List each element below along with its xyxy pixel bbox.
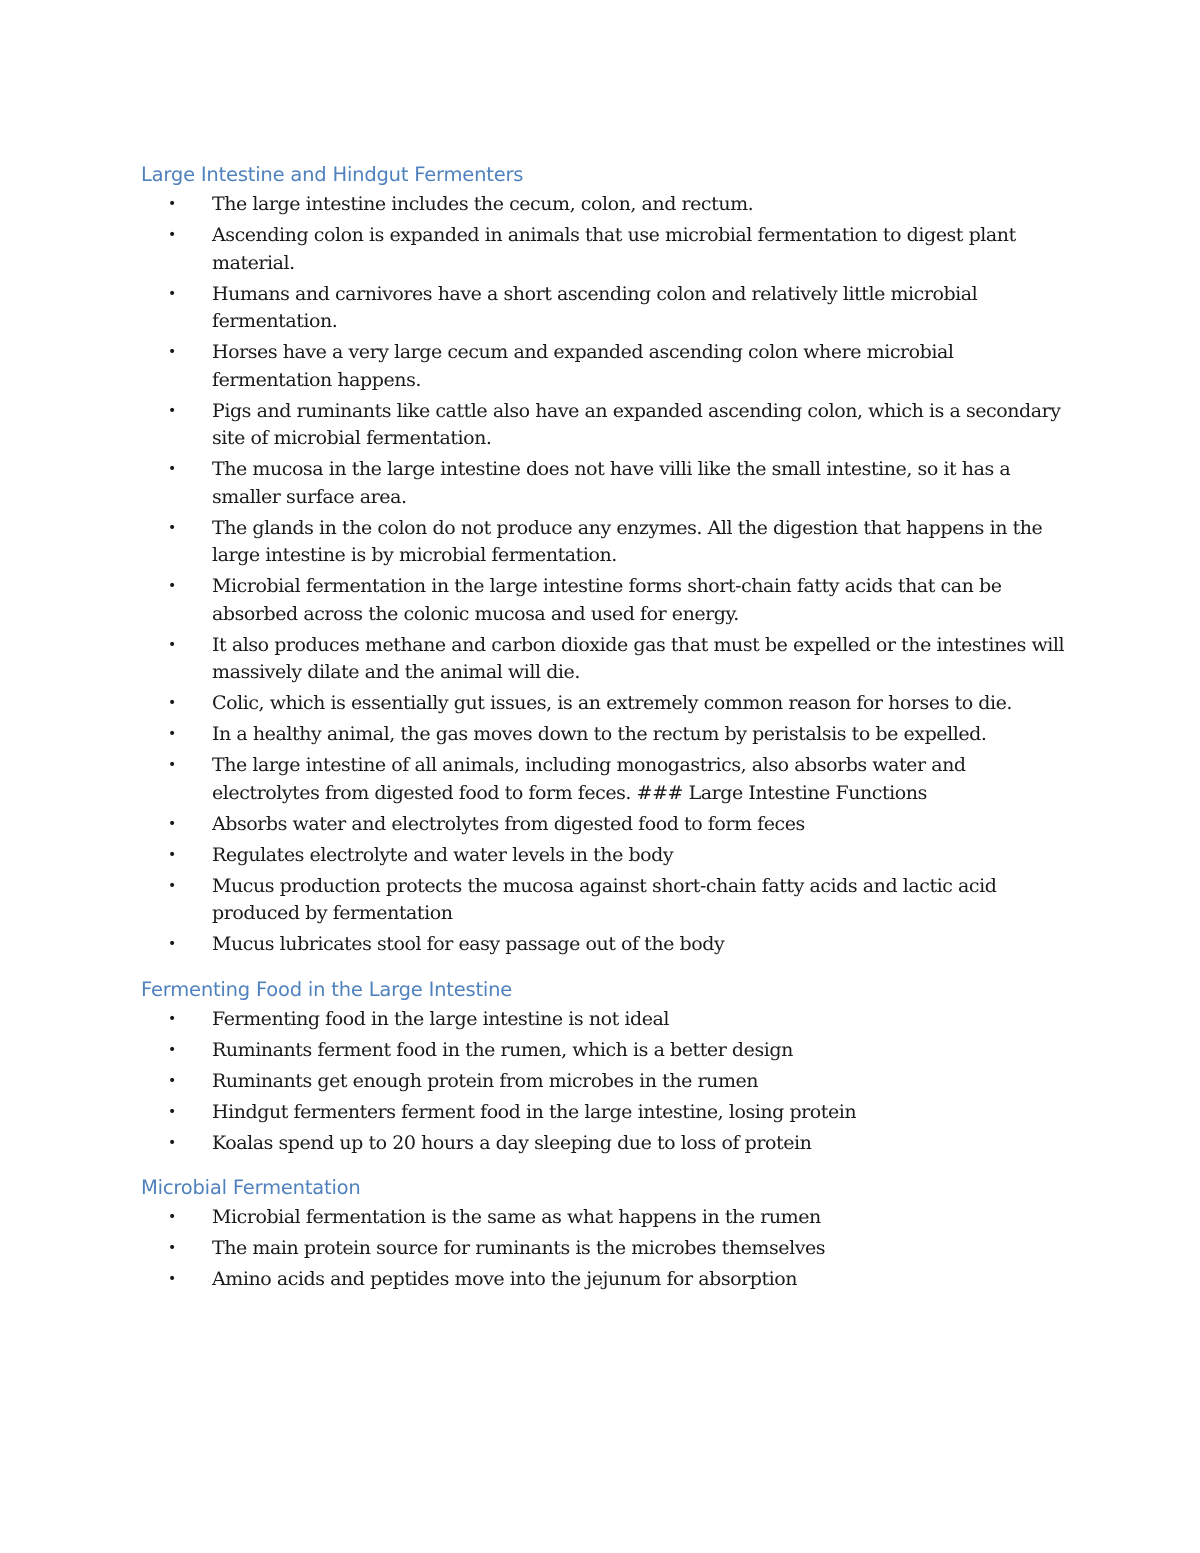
bullet-icon: • <box>168 402 176 419</box>
list-item-text: It also produces methane and carbon dioxide gas that must be expelled or the intestines will massively dilate and the animal will die. <box>212 633 1065 683</box>
bullet-icon: • <box>168 815 176 832</box>
bullet-list <box>141 191 1071 959</box>
bullet-icon: • <box>168 344 176 360</box>
section-2 <box>141 975 1071 1158</box>
bullet-icon: • <box>168 1072 176 1089</box>
bullet-list <box>141 1006 1071 1158</box>
bullet-icon: • <box>168 1240 176 1256</box>
bullet-icon: • <box>168 636 176 653</box>
section-1 <box>141 160 1071 959</box>
bullet-icon: • <box>168 877 176 894</box>
list-item-text: The large intestine of all animals, including monogastrics, also absorbs water and electrolytes from digested food to form feces. ### Large Intestine Functions <box>212 754 966 804</box>
list-item <box>141 811 1071 839</box>
bullet-icon: • <box>168 1041 176 1058</box>
bullet-icon: • <box>168 1010 176 1027</box>
bullet-icon: • <box>168 461 176 477</box>
list-item <box>141 1130 1071 1158</box>
list-item-text: Regulates electrolyte and water levels in the body <box>212 843 674 866</box>
section-heading: Microbial Fermentation <box>141 1176 361 1199</box>
bullet-icon: • <box>168 757 176 773</box>
bullet-icon: • <box>168 695 176 711</box>
bullet-icon: • <box>168 578 176 594</box>
list-item-text: In a healthy animal, the gas moves down to the rectum by peristalsis to be expelled. <box>212 723 987 745</box>
bullet-icon: • <box>168 1134 176 1151</box>
bullet-icon: • <box>168 1271 176 1287</box>
bullet-icon: • <box>168 285 176 302</box>
list-item-text: Microbial fermentation in the large intestine forms short-chain fatty acids that can be absorbed across the colonic mucosa and used for energy. <box>212 575 1002 625</box>
list-item <box>141 339 1071 394</box>
list-item-text: Pigs and ruminants like cattle also have an expanded ascending colon, which is a secondary site of microbial fermentation. <box>212 399 1061 449</box>
list-item <box>141 1068 1071 1096</box>
list-item <box>141 632 1071 687</box>
list-item <box>141 191 1071 219</box>
list-item-text: The main protein source for ruminants is the microbes themselves <box>212 1237 826 1259</box>
section-heading: Large Intestine and Hindgut Fermenters <box>141 163 524 186</box>
list-item-text: Amino acids and peptides move into the jejunum for absorption <box>212 1268 798 1290</box>
bullet-icon: • <box>168 936 176 952</box>
list-item-text: Ascending colon is expanded in animals that use microbial fermentation to digest plant material. <box>212 224 1016 274</box>
list-item-text: Mucus lubricates stool for easy passage out of the body <box>212 933 725 955</box>
list-item-text: Ruminants get enough protein from microbes in the rumen <box>212 1069 759 1092</box>
list-item <box>141 873 1071 928</box>
bullet-list <box>141 1204 1071 1294</box>
document-body <box>141 160 1071 1297</box>
list-item-text: Horses have a very large cecum and expanded ascending colon where microbial fermentation happens. <box>212 341 954 391</box>
bullet-icon: • <box>168 726 176 742</box>
bullet-icon: • <box>168 196 176 212</box>
list-item <box>141 1204 1071 1232</box>
list-item <box>141 222 1071 277</box>
bullet-icon: • <box>168 1103 176 1120</box>
list-item-text: Koalas spend up to 20 hours a day sleeping due to loss of protein <box>212 1131 812 1154</box>
list-item <box>141 752 1071 807</box>
list-item <box>141 573 1071 628</box>
list-item <box>141 281 1071 336</box>
list-item <box>141 842 1071 870</box>
section-heading: Fermenting Food in the Large Intestine <box>141 977 513 1001</box>
list-item-text: Microbial fermentation is the same as what happens in the rumen <box>212 1206 821 1228</box>
bullet-icon: • <box>168 1209 176 1225</box>
list-item <box>141 398 1071 453</box>
list-item <box>141 1099 1071 1127</box>
list-item <box>141 1235 1071 1263</box>
bullet-icon: • <box>168 846 176 863</box>
list-item-text: The large intestine includes the cecum, colon, and rectum. <box>212 193 754 215</box>
list-item <box>141 456 1071 511</box>
list-item <box>141 931 1071 959</box>
list-item-text: Colic, which is essentially gut issues, is an extremely common reason for horses to die. <box>212 692 1012 714</box>
list-item-text: Absorbs water and electrolytes from digested food to form feces <box>212 812 805 835</box>
list-item-text: Ruminants ferment food in the rumen, which is a better design <box>212 1038 793 1061</box>
list-item-text: Mucus production protects the mucosa against short-chain fatty acids and lactic acid produced by fermentation <box>212 874 997 924</box>
section-3 <box>141 1173 1071 1294</box>
list-item <box>141 690 1071 718</box>
list-item-text: Humans and carnivores have a short ascending colon and relatively little microbial fermentation. <box>212 282 978 332</box>
list-item-text: Hindgut fermenters ferment food in the large intestine, losing protein <box>212 1100 857 1123</box>
list-item <box>141 515 1071 570</box>
list-item <box>141 1037 1071 1065</box>
list-item <box>141 721 1071 749</box>
bullet-icon: • <box>168 227 176 243</box>
list-item-text: The mucosa in the large intestine does not have villi like the small intestine, so it has a smaller surface area. <box>212 458 1011 508</box>
list-item-text: Fermenting food in the large intestine is not ideal <box>212 1007 670 1030</box>
list-item-text: The glands in the colon do not produce any enzymes. All the digestion that happens in the large intestine is by microbial fermentation. <box>212 516 1043 566</box>
list-item <box>141 1266 1071 1294</box>
bullet-icon: • <box>168 519 176 536</box>
list-item <box>141 1006 1071 1034</box>
